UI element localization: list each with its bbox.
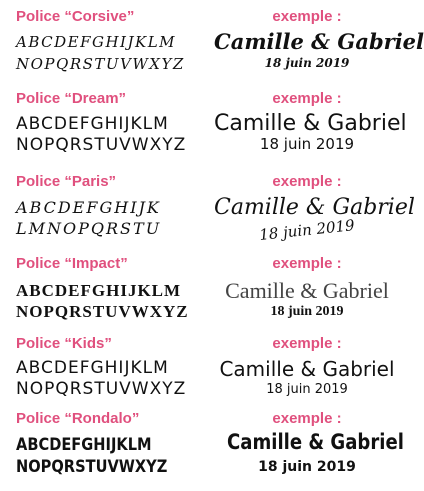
alphabet-line-1: ABCDEFGHIJKLM [16, 435, 152, 455]
font-sample-rondalo [0, 410, 404, 490]
example-label: exemple : [272, 410, 342, 427]
alphabet-line-2: NOPQRSTUVWXYZ [16, 379, 187, 399]
example-column [214, 8, 424, 88]
example-date: 18 juin 2019 [266, 382, 348, 397]
alphabet-line-2: NOPQRSTUVWXYZ [16, 55, 185, 73]
alphabet-line-2: NOPQRSTUVWXYZ [16, 457, 168, 477]
example-date: 18 juin 2019 [258, 216, 356, 244]
example-names: Camille & Gabriel [227, 430, 404, 454]
example-names: Camille & Gabriel [214, 195, 415, 220]
example-column [214, 410, 404, 490]
example-date: 18 juin 2019 [264, 56, 350, 70]
example-date: 18 juin 2019 [258, 459, 356, 475]
example-column [214, 335, 400, 415]
font-sample-dream [0, 90, 407, 170]
alphabet-line-1: ABCDEFGHIJKLM [16, 33, 177, 51]
alphabet-line-1: ABCDEFGHIJK [16, 198, 161, 217]
example-label: exemple : [272, 335, 342, 352]
alphabet-line-1: ABCDEFGHIJKLM [16, 114, 169, 134]
example-column [214, 90, 407, 170]
font-name-label: Police “Corsive” [16, 8, 135, 25]
example-label: exemple : [272, 173, 342, 190]
example-label: exemple : [272, 255, 342, 272]
example-column [214, 255, 400, 335]
example-names: Camille & Gabriel [214, 111, 407, 136]
example-names: Camille & Gabriel [214, 29, 424, 54]
font-sample-kids [0, 335, 400, 415]
example-names: Camille & Gabriel [225, 278, 389, 303]
example-date: 18 juin 2019 [270, 304, 344, 319]
font-sample-paris [0, 173, 415, 253]
font-name-label: Police “Kids” [16, 335, 112, 352]
alphabet-line-2: LMNOPQRSTU [16, 219, 162, 238]
example-date: 18 juin 2019 [259, 135, 355, 153]
font-name-label: Police “Dream” [16, 90, 127, 107]
example-names: Camille & Gabriel [219, 357, 395, 381]
font-name-label: Police “Paris” [16, 173, 117, 190]
alphabet-line-1: ABCDEFGHIJKLM [16, 281, 182, 300]
font-name-label: Police “Impact” [16, 255, 128, 272]
alphabet-line-2: NOPQRSTUVWXYZ [16, 302, 189, 321]
alphabet-line-2: NOPQRSTUVWXYZ [16, 135, 187, 155]
font-sample-impact [0, 255, 400, 335]
example-label: exemple : [272, 8, 342, 25]
example-label: exemple : [272, 90, 342, 107]
font-sample-corsive [0, 8, 424, 88]
font-name-label: Police “Rondalo” [16, 410, 140, 427]
example-column [214, 173, 415, 253]
alphabet-line-1: ABCDEFGHIJKLM [16, 358, 169, 378]
